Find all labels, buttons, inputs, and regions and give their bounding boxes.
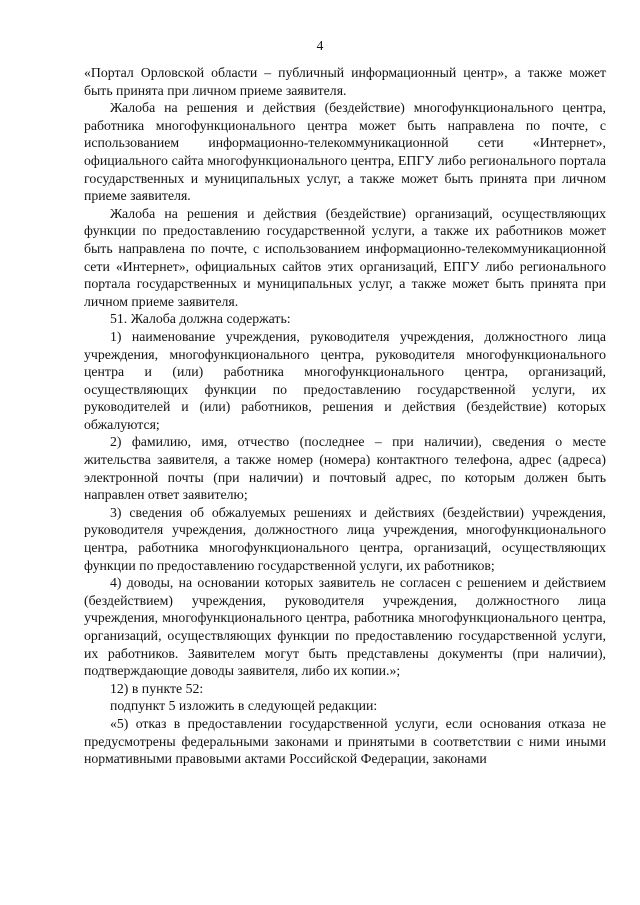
paragraph: 12) в пункте 52: — [110, 680, 204, 696]
list-item: 1) наименование учреждения, руководителя учреждения, должностного лица учреждения, многофункционального центра, руководителя многофункционального центра и (или) работника многофункционального центра, организаций, осуществляющих функции по предоставлению государственной услуги, их руководителей и (или) работников, решения и действия (бездействие) которых обжалуются; — [84, 328, 606, 432]
list-item: 3) сведения об обжалуемых решениях и действиях (бездействии) учреждения, руководителя учреждения, должностного лица учреждения, многофункционального центра, работника многофункционального центра, организаций, осуществляющих функции по предоставлению государственной услуги, их работников; — [84, 504, 606, 573]
paragraph: 51. Жалоба должна содержать: — [110, 311, 291, 327]
paragraph: Жалоба на решения и действия (бездействие) многофункционального центра, работника многофункционального центра может быть направлена по почте, с использованием информационно-телекоммуникационной сети «Интернет», официального сайта многофункционального центра, ЕПГУ либо регионального портала государственных и муниципальных услуг, а также может быть принята при личном приеме заявителя. — [84, 100, 606, 204]
paragraph: «Портал Орловской области – публичный информационный центр», а также может быть принята при личном приеме заявителя. — [84, 65, 606, 98]
page-number: 4 — [316, 38, 324, 53]
paragraph: подпункт 5 изложить в следующей редакции: — [110, 698, 378, 714]
paragraph: Жалоба на решения и действия (бездействие) организаций, осуществляющих функции по предоставлению государственной услуги, а также их работников может быть направлена по почте, с использованием информационно-телекоммуникационной сети «Интернет», официальных сайтов этих организаций, ЕПГУ либо регионального портала государственных и муниципальных услуг, а также может быть принята при личном приеме заявителя. — [84, 205, 606, 309]
paragraph: «5) отказ в предоставлении государственной услуги, если основания отказа не предусмотрены федеральными законами и принятыми в соответствии с ними иными нормативными правовыми актами Российской Федерации, законами — [84, 715, 606, 767]
list-item: 2) фамилию, имя, отчество (последнее – при наличии), сведения о месте жительства заявителя, а также номер (номера) контактного телефона, адрес (адреса) электронной почты (при наличии) и почтовый адрес, по которым должен быть направлен ответ заявителю; — [84, 434, 606, 503]
list-item: 4) доводы, на основании которых заявитель не согласен с решением и действием (бездействием) учреждения, руководителя учреждения, должностного лица учреждения, многофункционального центра, работника многофункционального центра, организаций, осуществляющих функции по предоставлению государственной услуги, их работников. Заявителем могут быть представлены документы (при наличии), подтверждающие доводы заявителя, либо их копии.»; — [84, 575, 606, 679]
document-body — [84, 64, 606, 768]
